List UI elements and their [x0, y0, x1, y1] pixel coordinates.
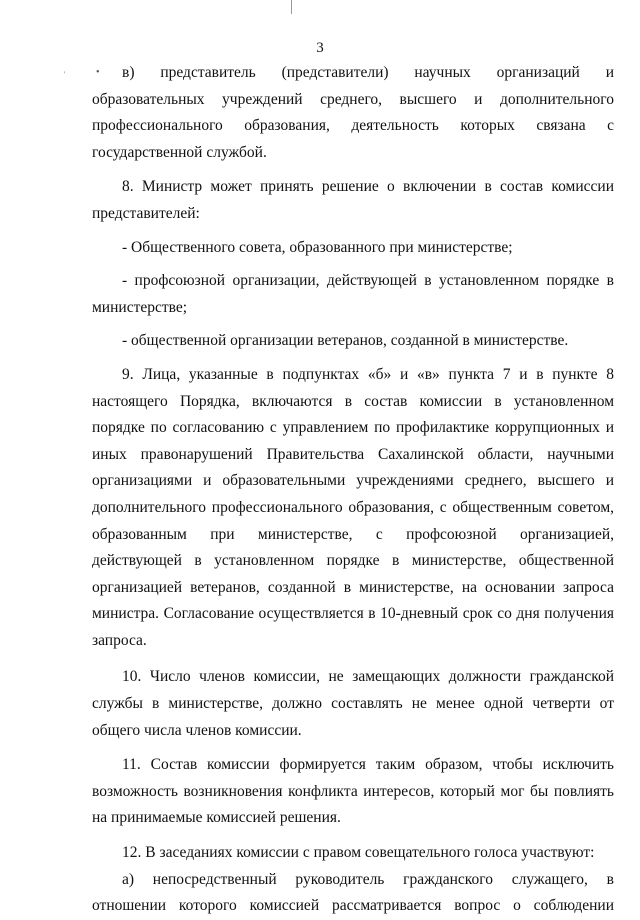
text-line: - профсоюзной организации, действующей в установленном порядке в [122, 272, 614, 290]
text-line: отношении которого комиссией рассматривается вопрос о соблюдении [92, 897, 614, 915]
text-line: 9. Лица, указанные в подпунктах «б» и «в» пункта 7 и в пункте 8 [122, 365, 614, 383]
text-line: государственной службой. [92, 143, 267, 161]
text-line: организацией ветеранов, созданной в министерстве, на основании запроса [92, 578, 614, 596]
text-line: дополнительного профессионального образования, с общественным советом, [92, 498, 614, 516]
text-line: порядке по согласованию с управлением по профилактике коррупционных и [92, 419, 614, 437]
text-line: 8. Министр может принять решение о включении в состав комиссии [122, 178, 614, 196]
text-line: организациями и образовательными учреждениями среднего, высшего и [92, 472, 614, 490]
document-body [92, 60, 614, 920]
text-line: запроса. [92, 631, 147, 649]
text-line: 11. Состав комиссии формируется таким образом, чтобы исключить [122, 756, 614, 774]
text-line: в) представитель (представители) научных организаций и [122, 64, 614, 81]
text-line: на принимаемые комиссией решения. [92, 809, 341, 827]
margin-mark: • [96, 67, 100, 78]
page-number: 3 [316, 40, 324, 56]
text-line: 10. Число членов комиссии, не замещающих должности гражданской [122, 668, 614, 686]
text-line: а) непосредственный руководитель гражданского служащего, в [122, 870, 614, 888]
text-line: министра. Согласование осуществляется в 10-дневный срок со дня получения [92, 605, 614, 623]
text-line: службы в министерстве, должно составлять не менее одной четверти от [92, 695, 614, 713]
scan-edge-mark [291, 0, 292, 14]
text-line: - общественной организации ветеранов, созданной в министерстве. [122, 332, 569, 350]
text-line: общего числа членов комиссии. [92, 721, 302, 739]
text-line: профессионального образования, деятельность которых связана с [92, 117, 614, 135]
text-line: 12. В заседаниях комиссии с правом совещательного голоса участвуют: [122, 844, 595, 862]
text-line: представителей: [92, 204, 200, 222]
text-line: министерстве; [92, 298, 188, 316]
text-line: - Общественного совета, образованного при министерстве; [122, 238, 513, 256]
text-line: действующей в установленном порядке в министерстве, общественной [92, 552, 614, 570]
text-line: образованным при министерстве, с профсоюзной организацией, [92, 525, 614, 543]
text-line: образовательных учреждений среднего, высшего и дополнительного [92, 90, 614, 108]
margin-mark-small: ' [64, 70, 66, 79]
text-line: возможность возникновения конфликта интересов, который мог бы повлиять [92, 782, 614, 800]
text-line: иных правонарушений Правительства Сахалинской области, научными [92, 445, 614, 463]
text-line: настоящего Порядка, включаются в состав комиссии в установленном [92, 392, 614, 410]
